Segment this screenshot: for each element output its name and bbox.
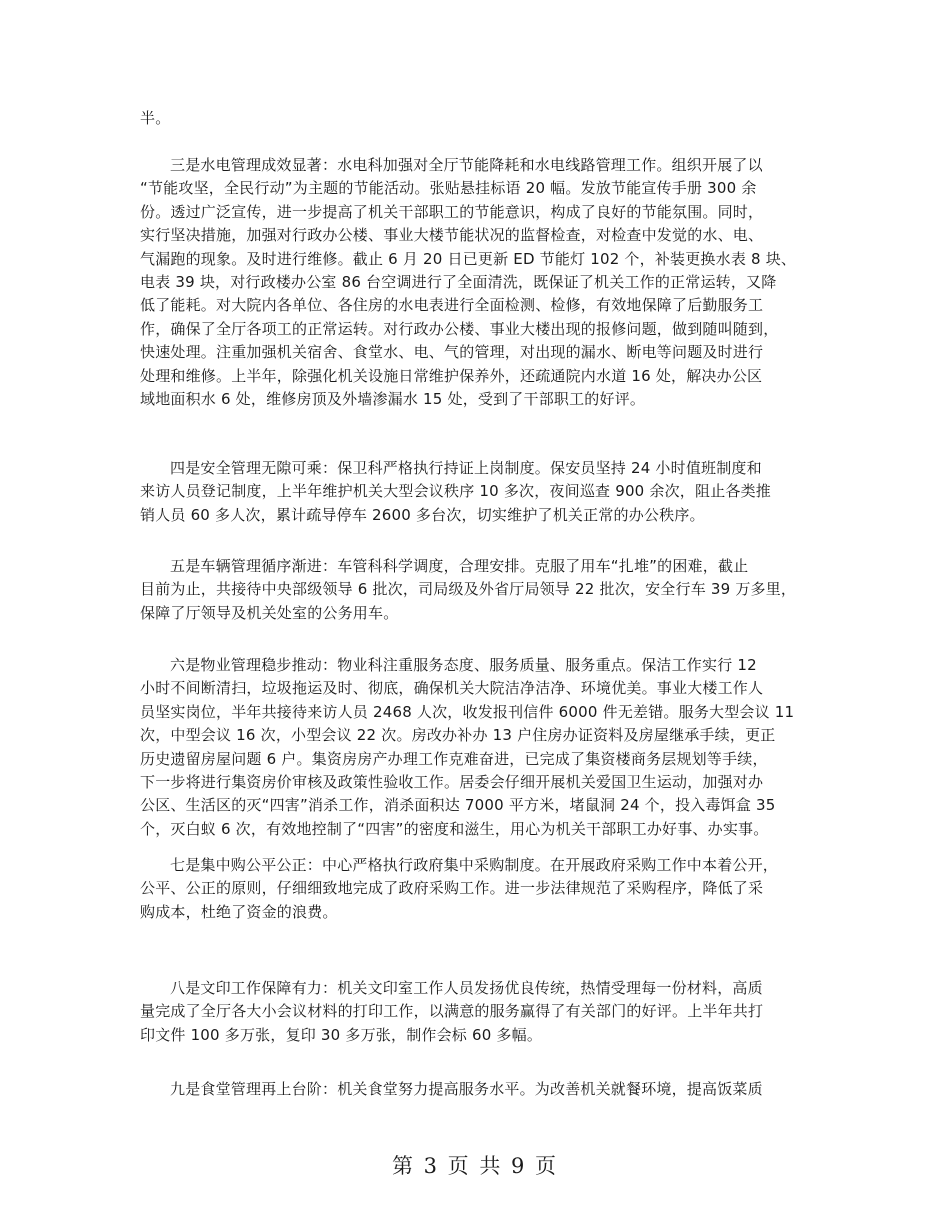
paragraph-line: 员坚实岗位，半年共接待来访人员 2468 人次，收发报刊信件 6000 件无差错。服务大型会议 11 [140,702,795,721]
paragraph-line: 九是食堂管理再上台阶：机关食堂努力提高服务水平。为改善机关就餐环境，提高饭菜质 [170,1080,763,1098]
paragraph-line: 七是集中购公平公正：中心严格执行政府集中采购制度。在开展政府采购工作中本着公开， [170,856,779,874]
paragraph-line: 半。 [140,109,171,127]
paragraph-line: “节能攻坚，全民行动”为主题的节能活动。张贴悬挂标语 20 幅。发放节能宣传手册 300 余 [140,179,757,198]
paragraph-line: 八是文印工作保障有力：机关文印室工作人员发扬优良传统，热情受理每一份材料，高质 [170,979,763,997]
paragraph-line: 小时不间断清扫，垃圾拖运及时、彻底，确保机关大院洁净洁净、环境优美。事业大楼工作人 [140,679,764,698]
paragraph-line: 下一步将进行集资房价审核及政策性验收工作。居委会仔细开展机关爱国卫生运动，加强对办 [140,772,764,791]
paragraph-line: 作，确保了全厅各项工的正常运转。对行政办公楼、事业大楼出现的报修问题，做到随叫随到， [140,319,779,338]
paragraph-line: 电表 39 块，对行政楼办公室 86 台空调进行了全面清洗，既保证了机关工作的正常运转，又降 [140,272,777,291]
paragraph-line: 低了能耗。对大院内各单位、各住房的水电表进行全面检测、检修，有效地保障了后勤服务工 [140,296,764,315]
paragraph-line: 来访人员登记制度，上半年维护机关大型会议秩序 10 多次，夜间巡查 900 余次，阻止各类推 [140,482,771,501]
paragraph-line: 域地面积水 6 处，维修房顶及外墙渗漏水 15 处，受到了干部职工的好评。 [140,389,646,408]
paragraph [140,977,763,1047]
paragraph-line: 处理和维修。上半年，除强化机关设施日常维护保养外，还疏通院内水道 16 处，解决办公区 [140,366,763,385]
paragraph-line: 个，灭白蚁 6 次，有效地控制了“四害”的密度和滋生，用心为机关干部职工办好事、办实事。 [140,819,769,838]
paragraph [140,154,796,411]
paragraph-line: 次，中型会议 16 次，小型会议 22 次。房改办补办 13 户住房办证资料及房屋继承手续，更正 [140,726,776,745]
paragraph-line: 销人员 60 多人次，累计疏导停车 2600 多台次，切实维护了机关正常的办公秩序。 [140,505,705,524]
paragraph [140,107,170,130]
paragraph [140,457,771,527]
paragraph-line: 公区、生活区的灭“四害”消杀工作，消杀面积达 7000 平方米，堵鼠洞 24 个，投入毒饵盒 35 [140,796,776,815]
paragraph [140,654,794,841]
paragraph-line: 六是物业管理稳步推动：物业科注重服务态度、服务质量、服务重点。保洁工作实行 12 [170,656,757,674]
paragraph-line: 份。透过广泛宣传，进一步提高了机关干部职工的节能意识，构成了良好的节能氛围。同时， [140,202,764,221]
paragraph-line: 保障了厅领导及机关处室的公务用车。 [140,603,399,622]
paragraph-line: 历史遗留房屋问题 6 户。集资房房产办理工作克难奋进，已完成了集资楼商务层规划等手续， [140,749,768,768]
paragraph [140,1078,763,1101]
paragraph-line: 快速处理。注重加强机关宿舍、食堂水、电、气的管理，对出现的漏水、断电等问题及时进行 [140,343,764,362]
paragraph-line: 五是车辆管理循序渐进：车管科科学调度，合理安排。克服了用车“扎堆”的困难，截止 [170,557,749,575]
paragraph [140,555,796,625]
paragraph-line: 公平、公正的原则，仔细细致地完成了政府采购工作。进一步法律规范了采购程序，降低了采 [140,879,764,898]
paragraph-line: 购成本，杜绝了资金的浪费。 [140,902,338,921]
paragraph-line: 实行坚决措施，加强对行政办公楼、事业大楼节能状况的监督检查，对检查中发觉的水、电、 [140,226,764,245]
paragraph-line: 气漏跑的现象。及时进行维修。截止 6 月 20 日已更新 ED 节能灯 102 个，补装更换水表 8 块、 [140,249,797,268]
paragraph [140,854,778,924]
paragraph-line: 三是水电管理成效显著：水电科加强对全厅节能降耗和水电线路管理工作。组织开展了以 [170,156,763,174]
paragraph-line: 印文件 100 多万张，复印 30 多万张，制作会标 60 多幅。 [140,1025,543,1044]
paragraph-line: 目前为止，共接待中央部级领导 6 批次，司局级及外省厅局领导 22 批次，安全行车 39 万多里， [140,580,797,599]
paragraph-line: 量完成了全厅各大小会议材料的打印工作，以满意的服务赢得了有关部门的好评。上半年共打 [140,1002,764,1021]
paragraph-line: 四是安全管理无隙可乘：保卫科严格执行持证上岗制度。保安员坚持 24 小时值班制度和 [170,459,762,477]
page-number-footer: 第 3 页 共 9 页 [391,1154,559,1178]
